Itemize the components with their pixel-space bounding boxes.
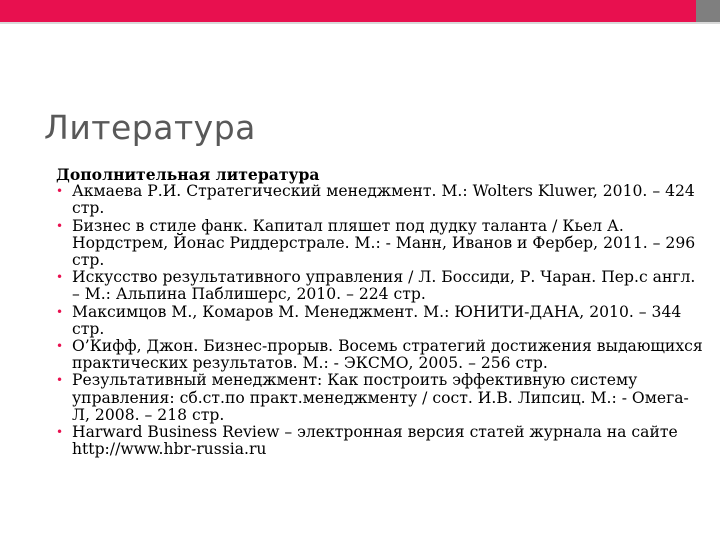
list-item-text: Искусство результативного управления / Л. Боссиди, Р. Чаран. Пер.с англ. – М.: Альпина Паблишерс, 2010. – 224 стр. (72, 268, 696, 304)
list-item-text: Harward Business Review – электронная версия статей журнала на сайте http://www.hbr-russia.ru (72, 423, 678, 459)
list-item-text: Результативный менеджмент: Как построить эффективную систему управления: сб.ст.по практ.менеджменту / сост. И.В. Липсиц. М.: - Омега-Л, 2008. – 218 стр. (72, 371, 689, 424)
list-item (54, 218, 704, 270)
reference-list (54, 183, 704, 458)
bullet-icon: • (56, 373, 64, 388)
list-item (54, 424, 704, 458)
list-item (54, 372, 704, 424)
slide-content (54, 166, 704, 458)
top-accent-bar (0, 0, 720, 22)
list-item-text: Максимцов М., Комаров М. Менеджмент. М.: ЮНИТИ-ДАНА, 2010. – 344 стр. (72, 302, 682, 338)
bullet-icon: • (56, 339, 64, 354)
corner-block (696, 0, 720, 22)
slide-title: Литература (44, 108, 256, 147)
list-item (54, 304, 704, 338)
list-item (54, 338, 704, 372)
divider-line (0, 22, 720, 24)
list-item-text: О’Кифф, Джон. Бизнес-прорыв. Восемь стратегий достижения выдающихся практических результатов. М.: - ЭКСМО, 2005. – 256 стр. (72, 337, 703, 373)
list-item-text: Бизнес в стиле фанк. Капитал пляшет под дудку таланта / Кьел А. Нордстрем, Йонас Риддерстрале. М.: - Манн, Иванов и Фербер, 2011. – 296 стр. (72, 216, 696, 270)
bullet-icon: • (56, 270, 64, 285)
accent-stripe (0, 0, 696, 22)
subheading: Дополнительная литература (56, 165, 320, 184)
list-item (54, 269, 704, 303)
bullet-icon: • (56, 218, 64, 233)
bullet-icon: • (56, 304, 64, 319)
bullet-icon: • (56, 425, 64, 440)
list-item-text: Акмаева Р.И. Стратегический менеджмент. М.: Wolters Kluwer, 2010. – 424 стр. (72, 182, 695, 218)
list-item (54, 183, 704, 217)
bullet-icon: • (56, 184, 64, 199)
